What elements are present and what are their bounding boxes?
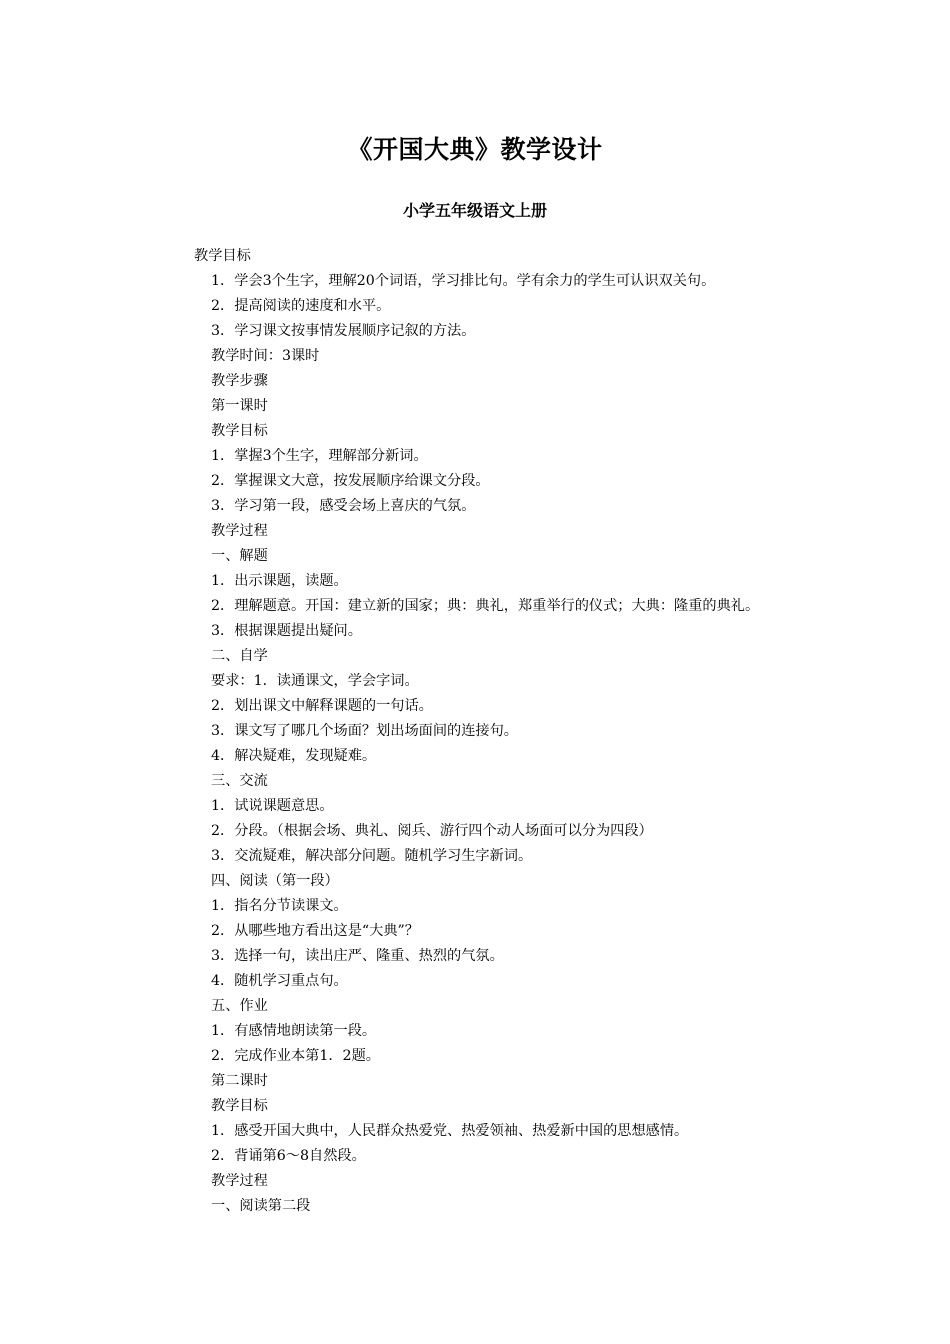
body-line: 四、阅读（第一段） [211, 873, 339, 889]
body-line: 1．指名分节读课文。 [211, 898, 348, 914]
body-line: 2．完成作业本第1．2题。 [211, 1048, 380, 1064]
body-line: 一、阅读第二段 [211, 1198, 311, 1214]
body-line: 第一课时 [211, 398, 268, 414]
body-line: 3．根据课题提出疑问。 [211, 623, 362, 639]
body-line: 2．分段。（根据会场、典礼、阅兵、游行四个动人场面可以分为四段） [211, 823, 653, 839]
body-line: 4．解决疑难，发现疑难。 [211, 748, 377, 764]
body-line: 教学目标 [211, 1098, 268, 1114]
body-line: 第二课时 [211, 1073, 268, 1089]
body-line: 3．课文写了哪几个场面？划出场面间的连接句。 [211, 723, 518, 739]
body-line: 3．学习课文按事情发展顺序记叙的方法。 [211, 323, 476, 339]
body-line: 1．有感情地朗读第一段。 [211, 1023, 377, 1039]
body-line: 1．出示课题，读题。 [211, 573, 348, 589]
body-line: 2．划出课文中解释课题的一句话。 [211, 698, 433, 714]
body-line: 教学过程 [211, 1173, 268, 1189]
body-line: 2．背诵第6～8自然段。 [211, 1148, 366, 1164]
body-line: 4．随机学习重点句。 [211, 973, 348, 989]
body-line: 3．学习第一段，感受会场上喜庆的气氛。 [211, 498, 476, 514]
body-line: 1．学会3个生字，理解20个词语，学习排比句。学有余力的学生可认识双关句。 [211, 273, 716, 289]
body-line: 教学目标 [194, 248, 251, 264]
body-line: 五、作业 [211, 998, 268, 1014]
body-line: 三、交流 [211, 773, 268, 789]
body-line: 1．感受开国大典中，人民群众热爱党、热爱领袖、热爱新中国的思想感情。 [211, 1123, 689, 1139]
body-line: 2．掌握课文大意，按发展顺序给课文分段。 [211, 473, 490, 489]
body-line: 2．提高阅读的速度和水平。 [211, 298, 391, 314]
body-line: 教学过程 [211, 523, 268, 539]
body-line: 3．选择一句，读出庄严、隆重、热烈的气氛。 [211, 948, 504, 964]
document-title: 《开国大典》教学设计 [347, 135, 603, 164]
body-line: 一、解题 [211, 548, 268, 564]
body-line: 2．理解题意。开国：建立新的国家；典：典礼，郑重举行的仪式；大典：隆重的典礼。 [211, 598, 760, 614]
body-line: 3．交流疑难，解决部分问题。随机学习生字新词。 [211, 848, 533, 864]
body-line: 教学时间：3课时 [211, 348, 320, 364]
body-line: 1．试说课题意思。 [211, 798, 334, 814]
body-line: 2．从哪些地方看出这是“大典”？ [211, 923, 419, 939]
body-line: 1．掌握3个生字，理解部分新词。 [211, 448, 428, 464]
document-subtitle: 小学五年级语文上册 [402, 201, 547, 220]
body-line: 教学步骤 [211, 373, 268, 389]
body-line: 教学目标 [211, 423, 268, 439]
body-line: 二、自学 [211, 648, 268, 664]
body-line: 要求：1．读通课文，学会字词。 [211, 673, 419, 689]
